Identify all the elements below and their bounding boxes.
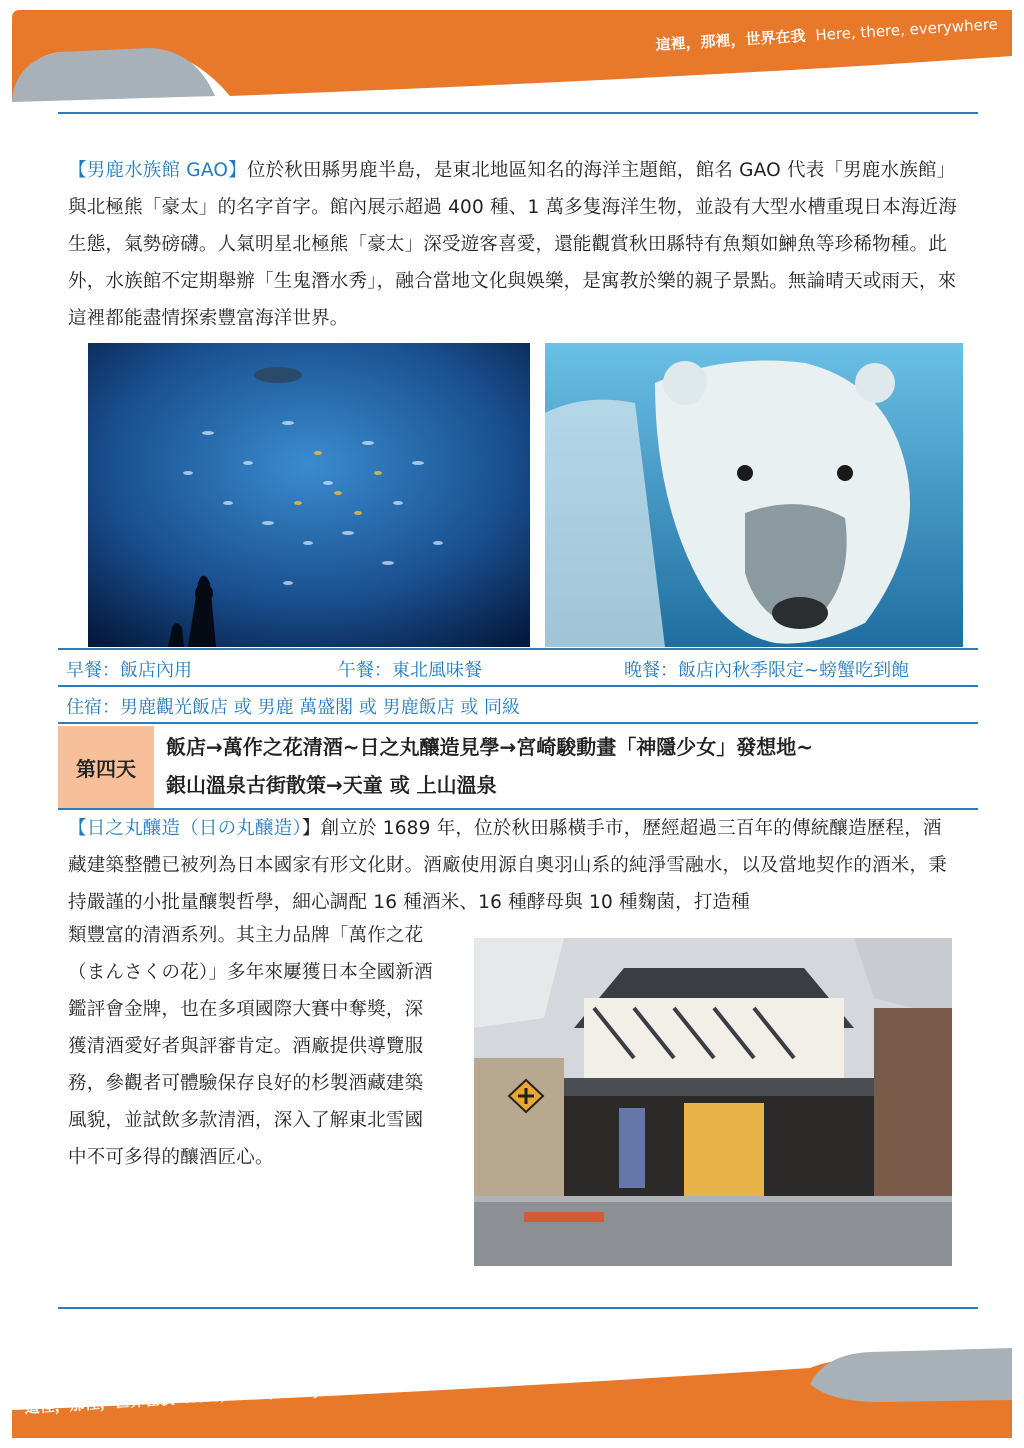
brewery-bracket: 】 bbox=[301, 818, 321, 839]
meal-lunch: 午餐：東北風味餐 bbox=[338, 660, 482, 681]
brewery-highlight: 【日之丸釀造（日の丸醸造） bbox=[68, 818, 302, 839]
intro-paragraph bbox=[68, 152, 960, 337]
lodging-divider bbox=[58, 722, 978, 724]
header-slogan: 這裡，那裡，世界在我 Here, there, everywhere bbox=[655, 15, 999, 54]
aquarium-tank-photo bbox=[88, 343, 530, 647]
meal-dinner: 晚餐：飯店內秋季限定~螃蟹吃到飽 bbox=[624, 660, 910, 681]
brewery-paragraph-narrow: 類豐富的清酒系列。其主力品牌「萬作之花（まんさくの花）」多年來屢獲日本全國新酒鑑評會金牌，也在多項國際大賽中奪獎，深獲清酒愛好者與評審肯定。酒廠提供導覽服務，參觀者可體驗保存良好的杉製酒藏建築風貌，並試飲多款清酒，深入了解東北雪國中不可多得的釀酒匠心。 bbox=[68, 925, 433, 1168]
brewery-text-wide: 創立於 1689 年，位於秋田縣橫手市，歷經超過三百年的傳統釀造歷程，酒藏建築整體已被列為日本國家有形文化財。酒廠使用源自奧羽山系的純淨雪融水，以及當地契作的酒米，秉持嚴謹的小批量釀製哲學，細心調配 16 種酒米、16 種酵母與 10 種麴菌，打造種 bbox=[68, 818, 947, 913]
day-title-line1: 飯店→萬作之花清酒~日之丸釀造見學→宮崎駿動畫「神隱少女」發想地~ bbox=[166, 735, 814, 759]
intro-text: 位於秋田縣男鹿半島，是東北地區知名的海洋主題館，館名 GAO 代表「男鹿水族館」與北極熊「豪太」的名字首字。館內展示超過 400 種、1 萬多隻海洋生物，並設有大型水槽重現日本海近海生態，氣勢磅礴。人氣明星北極熊「豪太」深受遊客喜愛，還能觀賞秋田縣特有魚類如鰰魚等珍稀物種。此外，水族館不定期舉辦「生鬼潛水秀」，融合當地文化與娛樂，是寓教於樂的親子景點。無論晴天或雨天，來這裡都能盡情探索豐富海洋世界。 bbox=[68, 160, 957, 329]
polar-bear-photo bbox=[545, 343, 963, 647]
header-banner bbox=[0, 0, 1024, 110]
intro-highlight: 【男鹿水族館 GAO】 bbox=[68, 160, 247, 181]
brewery-building-photo bbox=[474, 938, 952, 1266]
day-title-line2: 銀山溫泉古街散策→天童 或 上山溫泉 bbox=[166, 773, 497, 797]
header-divider bbox=[58, 112, 978, 114]
lodging: 住宿：男鹿觀光飯店 或 男鹿 萬盛閣 或 男鹿飯店 或 同級 bbox=[66, 697, 521, 718]
photo-divider bbox=[58, 648, 978, 650]
meal-divider bbox=[58, 685, 978, 687]
meal-breakfast: 早餐：飯店內用 bbox=[66, 660, 192, 681]
brewery-paragraph bbox=[68, 810, 960, 921]
day-title bbox=[166, 728, 966, 804]
footer-divider bbox=[58, 1307, 978, 1309]
footer-slogan: 這裡，那裡，世界在我 Here, there, everywhere bbox=[24, 1378, 368, 1417]
day-badge: 第四天 bbox=[58, 726, 154, 808]
